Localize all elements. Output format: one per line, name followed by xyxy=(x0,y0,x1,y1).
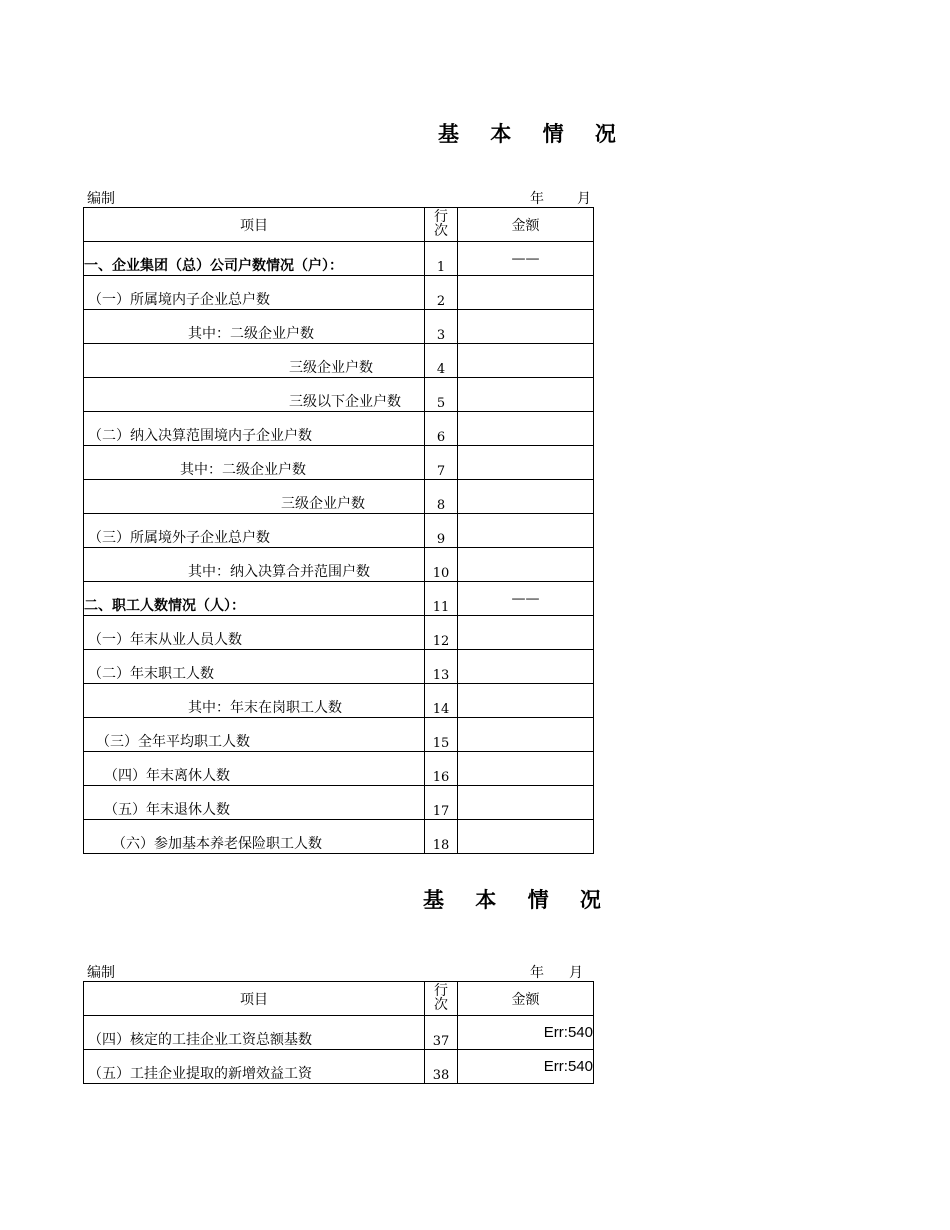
table-row xyxy=(84,684,594,718)
table-row xyxy=(84,480,594,514)
row-item-label: 一、企业集团（总）公司户数情况（户）： xyxy=(84,242,425,276)
row-item-label: （二）纳入决算范围境内子企业户数 xyxy=(84,412,425,446)
row-line-number: 11 xyxy=(425,582,458,616)
table-row xyxy=(84,276,594,310)
header-line-no xyxy=(425,208,458,242)
row-amount-cell[interactable] xyxy=(458,480,594,514)
row-amount-cell[interactable] xyxy=(458,616,594,650)
row-item-label: 二、职工人数情况（人）： xyxy=(84,582,425,616)
row-item-label: （五）工挂企业提取的新增效益工资 xyxy=(84,1050,425,1084)
table-row xyxy=(84,616,594,650)
table-row xyxy=(84,718,594,752)
row-item-label: 其中：年末在岗职工人数 xyxy=(84,684,425,718)
row-amount-cell[interactable] xyxy=(458,310,594,344)
row-amount-cell[interactable]: Err:540 xyxy=(458,1016,594,1050)
row-item-label: 三级企业户数 xyxy=(84,480,425,514)
header-line-bottom: 次 xyxy=(434,223,448,239)
row-amount-cell[interactable] xyxy=(458,786,594,820)
row-line-number: 37 xyxy=(425,1016,458,1050)
basic-info-table xyxy=(83,207,594,854)
row-item-label: （三）所属境外子企业总户数 xyxy=(84,514,425,548)
row-item-label: （一）所属境内子企业总户数 xyxy=(84,276,425,310)
row-item-label: （四）核定的工挂企业工资总额基数 xyxy=(84,1016,425,1050)
row-item-label: （一）年末从业人员人数 xyxy=(84,616,425,650)
row-line-number: 8 xyxy=(425,480,458,514)
section-title-2: 基 本 情 况 xyxy=(423,888,613,912)
table-row xyxy=(84,344,594,378)
row-line-number: 7 xyxy=(425,446,458,480)
row-item-label: 其中：纳入决算合并范围户数 xyxy=(84,548,425,582)
header-line-top: 行 xyxy=(434,983,448,999)
row-item-label: 三级以下企业户数 xyxy=(84,378,425,412)
row-item-label: （六）参加基本养老保险职工人数 xyxy=(84,820,425,854)
row-amount-cell[interactable] xyxy=(458,752,594,786)
row-amount-cell[interactable] xyxy=(458,412,594,446)
row-item-label: 三级企业户数 xyxy=(84,344,425,378)
row-amount-cell[interactable] xyxy=(458,820,594,854)
table-row xyxy=(84,650,594,684)
header-item: 项目 xyxy=(84,208,425,242)
row-line-number: 3 xyxy=(425,310,458,344)
header-amount: 金额 xyxy=(458,208,594,242)
prepared-by-label-2: 编制 xyxy=(87,965,115,981)
year-label-2: 年 xyxy=(530,965,544,981)
year-label: 年 xyxy=(530,191,544,207)
header-line-top: 行 xyxy=(434,209,448,225)
header-amount: 金额 xyxy=(458,982,594,1016)
table-header-row xyxy=(84,208,594,242)
header-item: 项目 xyxy=(84,982,425,1016)
table-row xyxy=(84,412,594,446)
row-line-number: 9 xyxy=(425,514,458,548)
table-row xyxy=(84,514,594,548)
table-row xyxy=(84,1050,594,1084)
prepared-by-label: 编制 xyxy=(87,191,115,207)
month-label: 月 xyxy=(577,191,591,207)
table-row xyxy=(84,752,594,786)
table-row xyxy=(84,378,594,412)
row-amount-cell[interactable] xyxy=(458,650,594,684)
table-row xyxy=(84,446,594,480)
header-line-bottom: 次 xyxy=(434,997,448,1013)
row-item-label: （二）年末职工人数 xyxy=(84,650,425,684)
row-item-label: 其中：二级企业户数 xyxy=(84,446,425,480)
row-line-number: 4 xyxy=(425,344,458,378)
table-row xyxy=(84,786,594,820)
row-item-label: 其中：二级企业户数 xyxy=(84,310,425,344)
row-item-label: （三）全年平均职工人数 xyxy=(84,718,425,752)
row-item-label: （五）年末退休人数 xyxy=(84,786,425,820)
row-amount-cell[interactable]: Err:540 xyxy=(458,1050,594,1084)
row-amount-cell[interactable] xyxy=(458,684,594,718)
row-amount-cell[interactable] xyxy=(458,446,594,480)
row-amount-cell[interactable] xyxy=(458,344,594,378)
row-line-number: 15 xyxy=(425,718,458,752)
row-amount-cell[interactable] xyxy=(458,514,594,548)
row-line-number: 5 xyxy=(425,378,458,412)
row-amount-cell[interactable] xyxy=(458,378,594,412)
row-line-number: 38 xyxy=(425,1050,458,1084)
row-line-number: 10 xyxy=(425,548,458,582)
row-line-number: 16 xyxy=(425,752,458,786)
row-line-number: 17 xyxy=(425,786,458,820)
table-row xyxy=(84,820,594,854)
header-line-no xyxy=(425,982,458,1016)
row-line-number: 13 xyxy=(425,650,458,684)
page-title: 基 本 情 况 xyxy=(438,122,628,146)
row-line-number: 12 xyxy=(425,616,458,650)
basic-info-table-2 xyxy=(83,981,594,1084)
row-item-label: （四）年末离休人数 xyxy=(84,752,425,786)
row-line-number: 18 xyxy=(425,820,458,854)
row-line-number: 1 xyxy=(425,242,458,276)
table-row xyxy=(84,548,594,582)
row-line-number: 2 xyxy=(425,276,458,310)
row-amount-cell[interactable] xyxy=(458,548,594,582)
row-line-number: 6 xyxy=(425,412,458,446)
table-row xyxy=(84,310,594,344)
row-line-number: 14 xyxy=(425,684,458,718)
table-row xyxy=(84,242,594,276)
row-amount-cell[interactable]: —— xyxy=(458,582,594,616)
row-amount-cell[interactable] xyxy=(458,718,594,752)
table-row xyxy=(84,1016,594,1050)
table-header-row xyxy=(84,982,594,1016)
month-label-2: 月 xyxy=(569,965,583,981)
row-amount-cell[interactable] xyxy=(458,276,594,310)
row-amount-cell[interactable]: —— xyxy=(458,242,594,276)
table-row xyxy=(84,582,594,616)
